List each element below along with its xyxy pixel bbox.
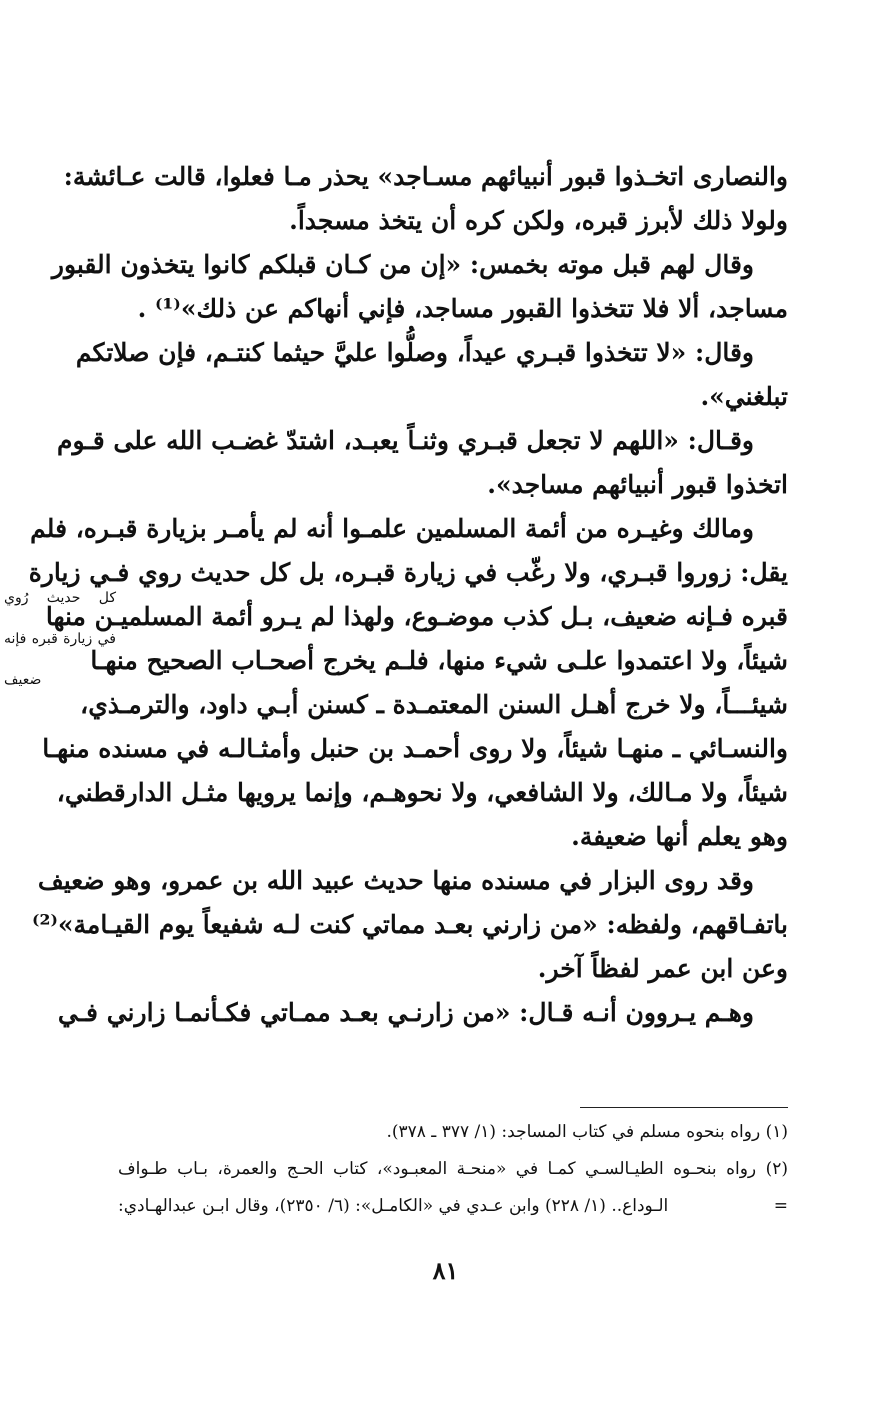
text-line: قبره فـإنه ضعيف، بـل كذب موضـوع، ولهذا لم يـرو أئمة المسلميـن منها (45, 602, 788, 631)
footnote-2: (٢) رواه بنحـوه الطيـالسـي كمـا في «منحـة المعبـود»، كتاب الحـج والعمرة، بـاب طـواف (118, 1159, 788, 1179)
text-line: يقل: زوروا قبـري، ولا رغّب في زيارة قبـره، بل كل حديث روي فـي زيارة (28, 558, 788, 587)
margin-note-line: كل حديث رُوي (4, 590, 116, 606)
text-line: وهو يعلم أنها ضعيفة. (571, 822, 788, 851)
margin-note-line: في زيارة قبره فإنه (4, 631, 116, 647)
text-line: ومالك وغيـره من أئمة المسلمين علمـوا أنه لم يأمـر بزيارة قبـره، فلم (30, 514, 754, 543)
footnote-2-text: الـوداع.. (١/ ٢٢٨) وابن عـدي في «الكامـل»: (٦/ ٢٣٥٠)، وقال ابـن عبدالهـادي: (118, 1196, 669, 1216)
text-line: وقـال: «اللهم لا تجعل قبـري وثنـاً يعبـد، اشتدّ غضـب الله على قـوم (57, 426, 754, 455)
text-line: تبلغني». (700, 382, 788, 411)
text-line: وقال لهم قبل موته بخمس: «إن من كـان قبلكم كانوا يتخذون القبور (51, 250, 754, 279)
page-number: ٨١ (432, 1256, 459, 1285)
text-line: ولولا ذلك لأبرز قبره، ولكن كره أن يتخذ مسجداً. (289, 206, 788, 235)
footnote-2-continued (118, 1194, 788, 1231)
text-line: وقد روى البزار في مسنده منها حديث عبيد الله بن عمرو، وهو ضعيف (37, 866, 754, 895)
margin-note (4, 588, 116, 711)
text-line: والنسـائي ـ منهـا شيئاً، ولا روى أحمـد بن حنبل وأمثـالـه في مسنده منهـا (42, 734, 788, 763)
text-line: باتفـاقهم، ولفظه: «من زارني بعـد مماتي كنت لـه شفيعاً يوم القيـامة»⁽²⁾ (32, 910, 788, 939)
continuation-mark: = (773, 1196, 788, 1216)
text-line: شيئاً، ولا اعتمدوا علـى شيء منها، فلـم يخرج أصحـاب الصحيح منهـا (90, 646, 788, 675)
footnote-1: (١) رواه بنحوه مسلم في كتاب المساجد: (١/ ٣٧٧ ـ ٣٧٨). (386, 1122, 788, 1142)
text-line: وهـم يـروون أنـه قـال: «من زارنـي بعـد ممـاتي فكـأنمـا زارني فـي (57, 998, 754, 1027)
text-line: والنصارى اتخـذوا قبور أنبيائهم مسـاجد» يحذر مـا فعلوا، قالت عـائشة: (63, 162, 788, 191)
margin-note-line: ضعيف (4, 672, 42, 688)
text-line: مساجد، ألا فلا تتخذوا القبور مساجد، فإني أنهاكم عن ذلك»⁽¹⁾ . (137, 294, 788, 323)
footnote-divider (580, 1107, 788, 1108)
text-line: شيئـــاً، ولا خرج أهـل السنن المعتمـدة ـ كسنن أبـي داود، والترمـذي، (80, 690, 788, 719)
text-line: وعن ابن عمر لفظاً آخر. (537, 954, 788, 983)
text-line: شيئاً، ولا مـالك، ولا الشافعي، ولا نحوهـم، وإنما يرويها مثـل الدارقطني، (56, 778, 788, 807)
text-line: اتخذوا قبور أنبيائهم مساجد». (487, 470, 788, 499)
footnotes (118, 1120, 788, 1231)
text-line: وقال: «لا تتخذوا قبـري عيداً، وصلُّوا عليَّ حيثما كنتـم، فإن صلاتكم (75, 338, 754, 367)
